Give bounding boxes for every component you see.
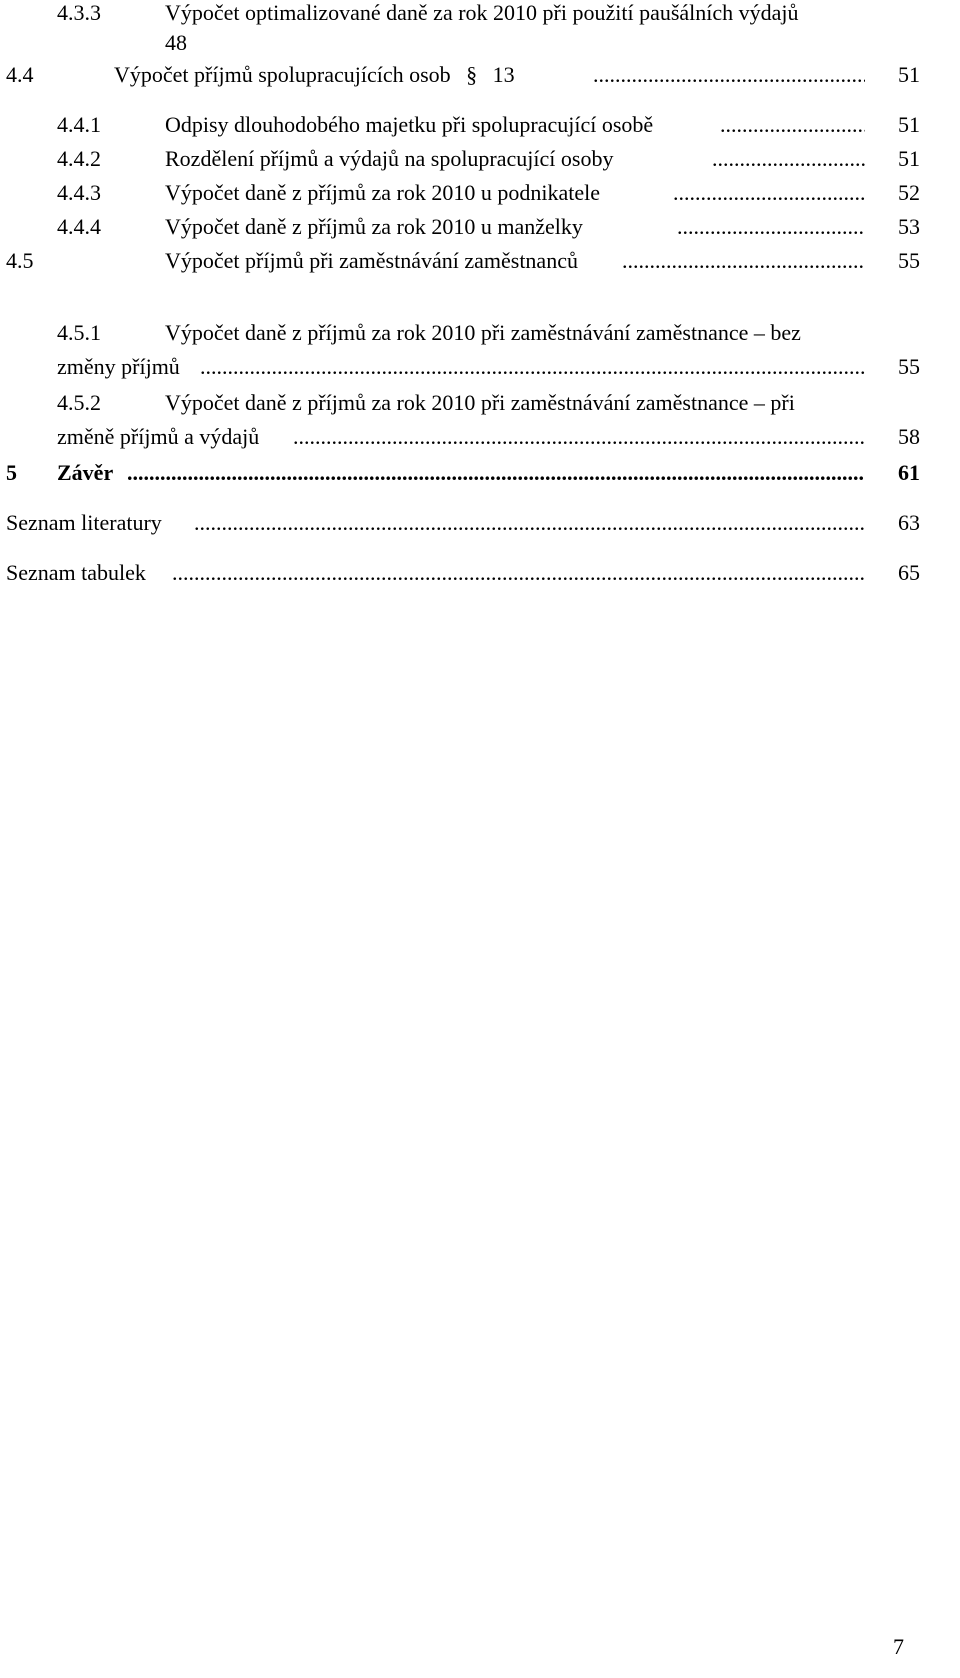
toc-entry-title: Rozdělení příjmů a výdajů na spolupracující osoby xyxy=(165,146,614,171)
toc-entry-title: Výpočet optimalizované daně za rok 2010 při použití paušálních výdajů xyxy=(165,0,799,25)
toc-entry-page: 51 xyxy=(898,146,920,171)
page-number: 7 xyxy=(893,1634,904,1659)
toc-entry-4-3-3-page-line xyxy=(0,28,960,60)
section-sign: § xyxy=(466,62,478,87)
toc-entry-title: Seznam tabulek xyxy=(6,560,146,585)
toc-entry-title: Závěr xyxy=(57,460,114,485)
toc-entry-page: 52 xyxy=(898,180,920,205)
toc-entry-4-4-1[interactable] xyxy=(0,110,960,142)
toc-entry-number: 4.4.1 xyxy=(57,112,101,137)
dot-leader xyxy=(593,60,865,90)
toc-entry-page: 65 xyxy=(898,560,920,585)
toc-entry-title: Výpočet příjmů spolupracujících osob xyxy=(114,62,451,87)
toc-entry-title-wrap xyxy=(114,60,515,90)
toc-entry-5[interactable] xyxy=(0,458,960,490)
toc-entry-number: 4.5 xyxy=(6,248,34,273)
dot-leader xyxy=(673,178,865,208)
dot-leader xyxy=(293,422,865,452)
toc-entry-number: 4.4.2 xyxy=(57,146,101,171)
toc-entry-tables[interactable] xyxy=(0,558,960,590)
toc-entry-title-line1: Výpočet daně z příjmů za rok 2010 při zaměstnávání zaměstnance – bez xyxy=(165,320,801,345)
toc-entry-number: 4.4.4 xyxy=(57,214,101,239)
toc-entry-title: Seznam literatury xyxy=(6,510,162,535)
toc-entry-4-5[interactable] xyxy=(0,246,960,278)
toc-entry-page: 51 xyxy=(898,62,920,87)
toc-entry-title: Výpočet daně z příjmů za rok 2010 u manželky xyxy=(165,214,583,239)
toc-entry-page: 63 xyxy=(898,510,920,535)
toc-entry-4-5-1[interactable] xyxy=(0,318,960,350)
dot-leader xyxy=(200,352,865,382)
dot-leader xyxy=(127,458,865,488)
toc-entry-page: 58 xyxy=(898,424,920,449)
toc-entry-4-3-3[interactable] xyxy=(0,0,960,30)
section-number: 13 xyxy=(492,62,515,87)
toc-entry-number: 4.4 xyxy=(6,62,34,87)
toc-entry-page: 51 xyxy=(898,112,920,137)
toc-entry-title-line2: změně příjmů a výdajů xyxy=(57,424,260,449)
toc-entry-number: 4.3.3 xyxy=(57,0,101,25)
toc-entry-4-4-2[interactable] xyxy=(0,144,960,176)
toc-entry-page: 55 xyxy=(898,248,920,273)
toc-entry-number: 4.4.3 xyxy=(57,180,101,205)
dot-leader xyxy=(712,144,865,174)
toc-entry-title: Výpočet daně z příjmů za rok 2010 u podnikatele xyxy=(165,180,600,205)
toc-entry-page: 61 xyxy=(898,460,920,485)
toc-entry-title-line2: změny příjmů xyxy=(57,354,180,379)
toc-entry-page: 53 xyxy=(898,214,920,239)
toc-entry-number: 5 xyxy=(6,460,17,485)
dot-leader xyxy=(622,246,865,276)
toc-entry-title: Odpisy dlouhodobého majetku při spolupracující osobě xyxy=(165,112,654,137)
toc-entry-number: 4.5.2 xyxy=(57,390,101,415)
toc-entry-number: 4.5.1 xyxy=(57,320,101,345)
toc-entry-page: 48 xyxy=(165,30,187,55)
toc-entry-page: 55 xyxy=(898,354,920,379)
toc-entry-4-4-4[interactable] xyxy=(0,212,960,244)
toc-entry-4-5-2[interactable] xyxy=(0,388,960,420)
toc-entry-4-4-3[interactable] xyxy=(0,178,960,210)
dot-leader xyxy=(677,212,865,242)
toc-entry-4-5-1-cont[interactable] xyxy=(0,352,960,384)
dot-leader xyxy=(172,558,865,588)
toc-entry-4-4[interactable] xyxy=(0,60,960,92)
dot-leader xyxy=(720,110,865,140)
dot-leader xyxy=(194,508,865,538)
toc-entry-title: Výpočet příjmů při zaměstnávání zaměstnanců xyxy=(165,248,578,273)
toc-entry-title-line1: Výpočet daně z příjmů za rok 2010 při zaměstnávání zaměstnance – při xyxy=(165,390,795,415)
toc-entry-4-5-2-cont[interactable] xyxy=(0,422,960,454)
toc-entry-literature[interactable] xyxy=(0,508,960,540)
